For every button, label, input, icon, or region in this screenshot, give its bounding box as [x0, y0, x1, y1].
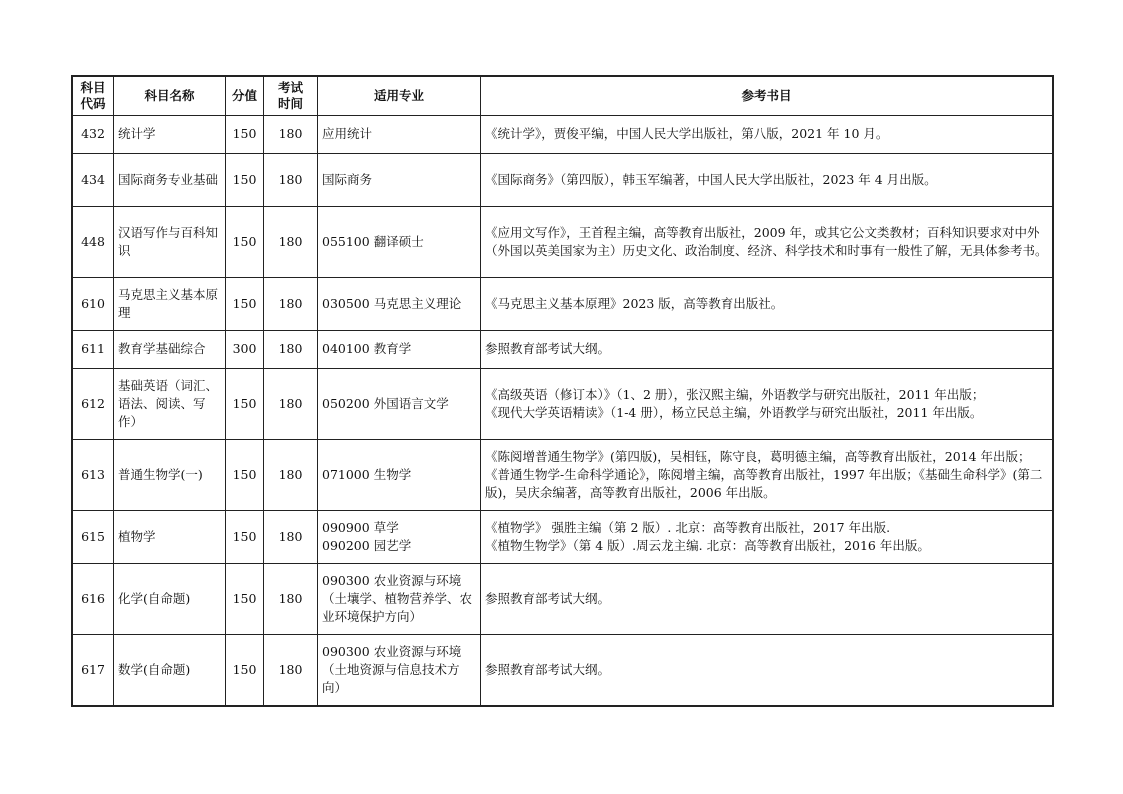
table-row	[73, 331, 1053, 369]
subject-code: 448	[73, 207, 114, 278]
subject-code: 613	[73, 440, 114, 511]
reference-books: 《国际商务》（第四版），韩玉军编著，中国人民大学出版社，2023 年 4 月出版。	[481, 154, 1053, 207]
applicable-major: 国际商务	[318, 154, 481, 207]
table-row	[73, 207, 1053, 278]
subject-code: 434	[73, 154, 114, 207]
score: 150	[226, 116, 264, 154]
subject-name: 国际商务专业基础	[114, 154, 226, 207]
score: 150	[226, 511, 264, 564]
table-row	[73, 635, 1053, 706]
reference-books: 《马克思主义基本原理》2023 版，高等教育出版社。	[481, 278, 1053, 331]
score: 150	[226, 369, 264, 440]
table-row	[73, 440, 1053, 511]
exam-time: 180	[264, 116, 318, 154]
applicable-major: 040100 教育学	[318, 331, 481, 369]
applicable-major: 071000 生物学	[318, 440, 481, 511]
subject-name: 汉语写作与百科知识	[114, 207, 226, 278]
subject-name: 普通生物学(一)	[114, 440, 226, 511]
header-score: 分值	[226, 77, 264, 116]
subject-name: 化学(自命题)	[114, 564, 226, 635]
applicable-major: 050200 外国语言文学	[318, 369, 481, 440]
score: 150	[226, 440, 264, 511]
header-applicable-major: 适用专业	[318, 77, 481, 116]
subject-code: 615	[73, 511, 114, 564]
subject-code: 611	[73, 331, 114, 369]
header-subject-code: 科目 代码	[73, 77, 114, 116]
applicable-major: 090300 农业资源与环境（土地资源与信息技术方向）	[318, 635, 481, 706]
header-subject-name: 科目名称	[114, 77, 226, 116]
score: 150	[226, 207, 264, 278]
subject-code: 432	[73, 116, 114, 154]
subject-name: 马克思主义基本原理	[114, 278, 226, 331]
applicable-major: 055100 翻译硕士	[318, 207, 481, 278]
subject-code: 616	[73, 564, 114, 635]
table-row	[73, 154, 1053, 207]
subject-name: 数学(自命题)	[114, 635, 226, 706]
subject-name: 植物学	[114, 511, 226, 564]
applicable-major: 090300 农业资源与环境（土壤学、植物营养学、农业环境保护方向）	[318, 564, 481, 635]
reference-books: 《统计学》，贾俊平编，中国人民大学出版社，第八版，2021 年 10 月。	[481, 116, 1053, 154]
reference-books: 《陈阅增普通生物学》(第四版)，吴相钰，陈守良，葛明德主编，高等教育出版社，2014 年出版；《普通生物学-生命科学通论》，陈阅增主编，高等教育出版社，1997 年出版；《基础生命科学》(第二版)，吴庆余编著，高等教育出版社，2006 年出版。	[481, 440, 1053, 511]
reference-books: 《高级英语（修订本）》（1、2 册），张汉熙主编，外语教学与研究出版社，2011 年出版； 《现代大学英语精读》（1-4 册），杨立民总主编，外语教学与研究出版社，2011 年出版。	[481, 369, 1053, 440]
exam-time: 180	[264, 635, 318, 706]
applicable-major: 030500 马克思主义理论	[318, 278, 481, 331]
applicable-major: 090900 草学 090200 园艺学	[318, 511, 481, 564]
exam-time: 180	[264, 278, 318, 331]
table-row	[73, 116, 1053, 154]
score: 300	[226, 331, 264, 369]
exam-time: 180	[264, 154, 318, 207]
score: 150	[226, 635, 264, 706]
table-row	[73, 278, 1053, 331]
header-exam-time: 考试 时间	[264, 77, 318, 116]
exam-subjects-table	[72, 76, 1053, 706]
table-row	[73, 564, 1053, 635]
score: 150	[226, 154, 264, 207]
reference-books: 《植物学》 强胜主编（第 2 版）. 北京：高等教育出版社，2017 年出版. 《植物生物学》（第 4 版）.周云龙主编. 北京：高等教育出版社，2016 年出版。	[481, 511, 1053, 564]
subject-code: 617	[73, 635, 114, 706]
applicable-major: 应用统计	[318, 116, 481, 154]
header-reference-books: 参考书目	[481, 77, 1053, 116]
subject-name: 统计学	[114, 116, 226, 154]
exam-time: 180	[264, 331, 318, 369]
table-row	[73, 369, 1053, 440]
exam-time: 180	[264, 564, 318, 635]
exam-time: 180	[264, 511, 318, 564]
score: 150	[226, 278, 264, 331]
subject-name: 教育学基础综合	[114, 331, 226, 369]
table-row	[73, 511, 1053, 564]
exam-time: 180	[264, 440, 318, 511]
exam-time: 180	[264, 369, 318, 440]
subject-name: 基础英语（词汇、语法、阅读、写作）	[114, 369, 226, 440]
reference-books: 参照教育部考试大纲。	[481, 564, 1053, 635]
subject-code: 612	[73, 369, 114, 440]
score: 150	[226, 564, 264, 635]
reference-books: 《应用文写作》，王首程主编，高等教育出版社，2009 年，或其它公文类教材；百科知识要求对中外（外国以英美国家为主）历史文化、政治制度、经济、科学技术和时事有一般性了解，无具体参考书。	[481, 207, 1053, 278]
exam-time: 180	[264, 207, 318, 278]
table-header-row	[73, 77, 1053, 116]
reference-books: 参照教育部考试大纲。	[481, 331, 1053, 369]
subject-code: 610	[73, 278, 114, 331]
reference-books: 参照教育部考试大纲。	[481, 635, 1053, 706]
